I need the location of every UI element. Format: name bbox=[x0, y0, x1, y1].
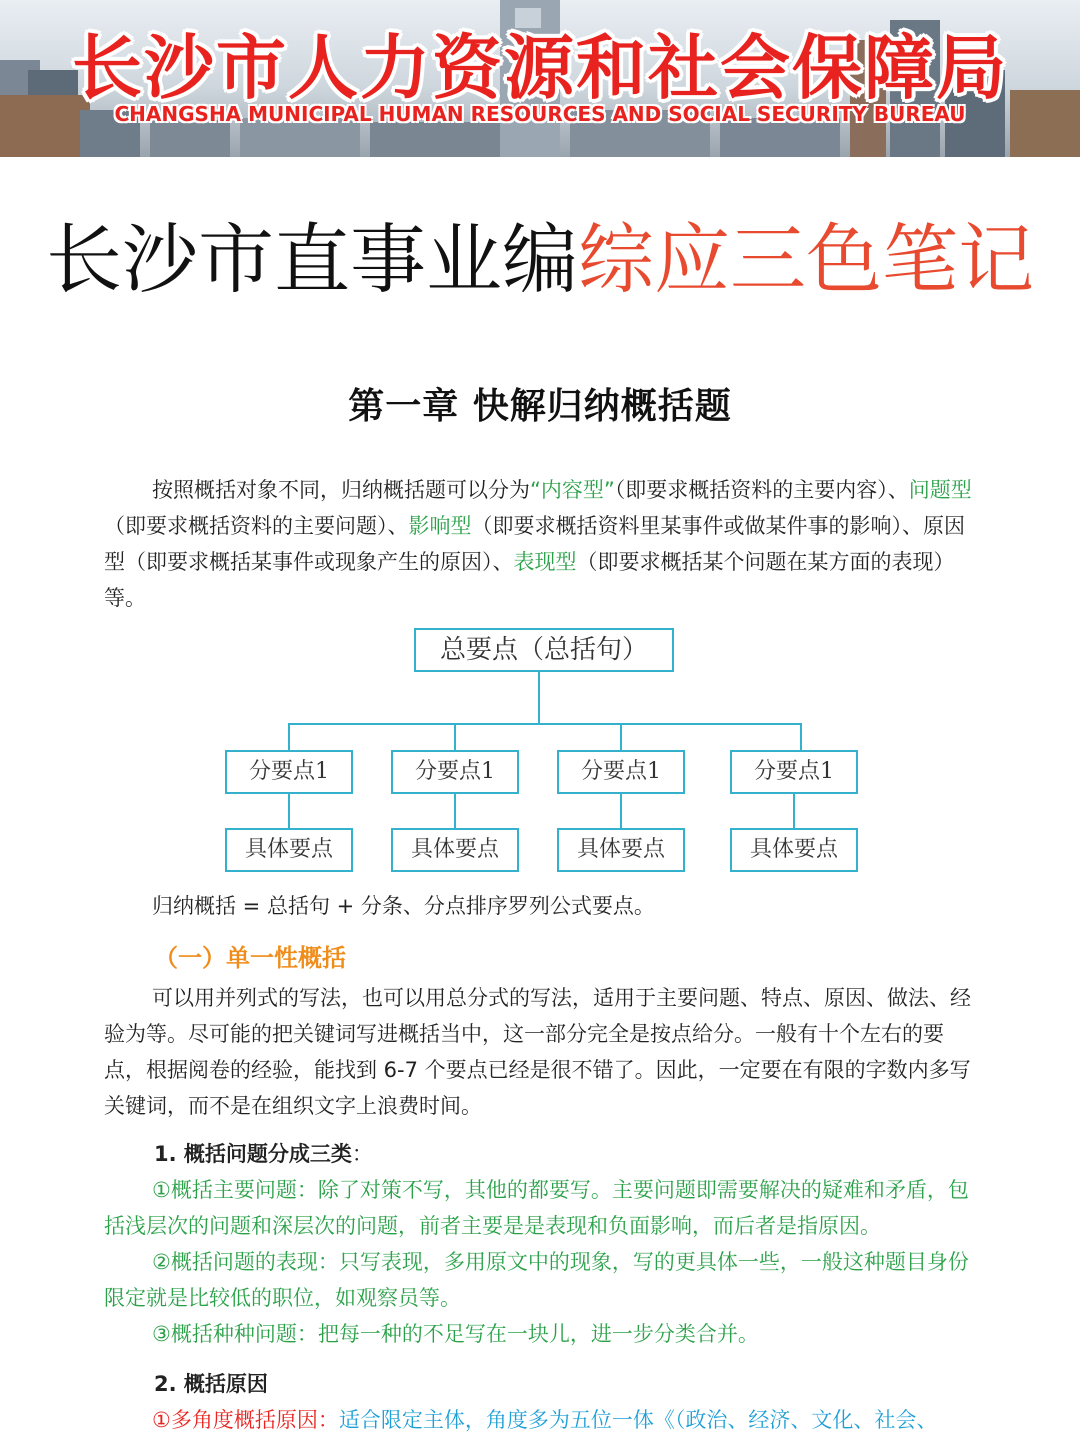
section-heading-single: （一）单一性概括 bbox=[154, 944, 346, 972]
intro-highlight-impact-type: 影响型 bbox=[408, 514, 472, 538]
problem-type-item-2 bbox=[104, 1244, 984, 1316]
banner-title-cn: 长沙市人力资源和社会保障局 bbox=[72, 27, 1008, 109]
problem-type-item-3-text: ③概括种种问题：把每一种的不足写在一块儿，进一步分类合并。 bbox=[152, 1322, 759, 1346]
formula-text: 归纳概括 = 总括句 + 分条、分点排序罗列公式要点。 bbox=[152, 894, 655, 918]
diagram-sub-point-1: 分要点1 bbox=[225, 750, 353, 794]
intro-highlight-manifestation-type: 表现型 bbox=[513, 550, 577, 574]
diagram-detail-2: 具体要点 bbox=[391, 828, 519, 872]
problem-type-item-1-text: ①概括主要问题：除了对策不写，其他的都要写。主要问题即需要解决的疑难和矛盾，包括浅层次的问题和深层次的问题，前者主要是是表现和负面影响，而后者是指原因。 bbox=[104, 1178, 969, 1238]
subheading-problem-types-text: 1. 概括问题分成三类 bbox=[154, 1142, 352, 1166]
intro-text-1: 按照概括对象不同，归纳概括题可以分为 bbox=[152, 478, 530, 502]
cause-item-1-label: ①多角度概括原因： bbox=[152, 1408, 339, 1432]
section1-paragraph bbox=[104, 980, 984, 1124]
intro-text-5: （即要求概括某个问题在某方面的表现）等。 bbox=[104, 550, 955, 610]
chapter-heading: 第一章 快解归纳概括题 bbox=[348, 386, 732, 427]
diagram-detail-4: 具体要点 bbox=[730, 828, 858, 872]
diagram-main-point: 总要点（总括句） bbox=[414, 628, 674, 672]
cause-item-1-text: 适合限定主体，角度多为五位一体《（政治、经济、文化、社会、 bbox=[338, 1408, 938, 1432]
subheading-problem-types bbox=[154, 1138, 373, 1168]
summary-structure-diagram bbox=[0, 620, 1080, 880]
cause-item-1 bbox=[152, 1402, 982, 1438]
section1-text: 可以用并列式的写法，也可以用总分式的写法，适用于主要问题、特点、原因、做法、经验为等。尽可能的把关键词写进概括当中，这一部分完全是按点给分。一般有十个左右的要点，根据阅卷的经验，能找到 6-7 个要点已经是很不错了。因此，一定要在有限的字数内多写关键词，而不是在组织文字上浪费时间。 bbox=[104, 986, 971, 1118]
title-part-red: 综应三色笔记 bbox=[578, 215, 1034, 304]
diagram-sub-point-2: 分要点1 bbox=[391, 750, 519, 794]
intro-text-2: （即要求概括资料的主要内容）、 bbox=[614, 478, 909, 502]
banner-title-en: CHANGSHA MUNICIPAL HUMAN RESOURCES AND SOCIAL SECURITY BUREAU bbox=[114, 102, 966, 126]
problem-type-item-2-text: ②概括问题的表现：只写表现，多用原文中的现象，写的更具体一些，一般这种题目身份限定就是比较低的职位，如观察员等。 bbox=[104, 1250, 969, 1310]
intro-text-3: （即要求概括资料的主要问题）、 bbox=[104, 514, 409, 538]
intro-text-4: （即要求概括资料里某事件或做某件事的影响）、原因型（即要求概括某事件或现象产生的原因）、 bbox=[104, 514, 965, 574]
diagram-detail-1: 具体要点 bbox=[225, 828, 353, 872]
problem-type-item-1 bbox=[104, 1172, 984, 1244]
subheading-causes: 2. 概括原因 bbox=[154, 1372, 268, 1396]
diagram-sub-point-3: 分要点1 bbox=[557, 750, 685, 794]
diagram-detail-3: 具体要点 bbox=[557, 828, 685, 872]
intro-highlight-content-type: “内容型” bbox=[530, 478, 615, 502]
intro-paragraph bbox=[104, 472, 984, 616]
page-title bbox=[0, 212, 1080, 308]
intro-highlight-problem-type: 问题型 bbox=[908, 478, 972, 502]
subheading-colon: ： bbox=[351, 1142, 373, 1166]
header-banner bbox=[0, 0, 1080, 157]
diagram-sub-point-4: 分要点1 bbox=[730, 750, 858, 794]
title-part-black: 长沙市直事业编 bbox=[46, 215, 578, 304]
problem-type-item-3 bbox=[104, 1316, 984, 1352]
